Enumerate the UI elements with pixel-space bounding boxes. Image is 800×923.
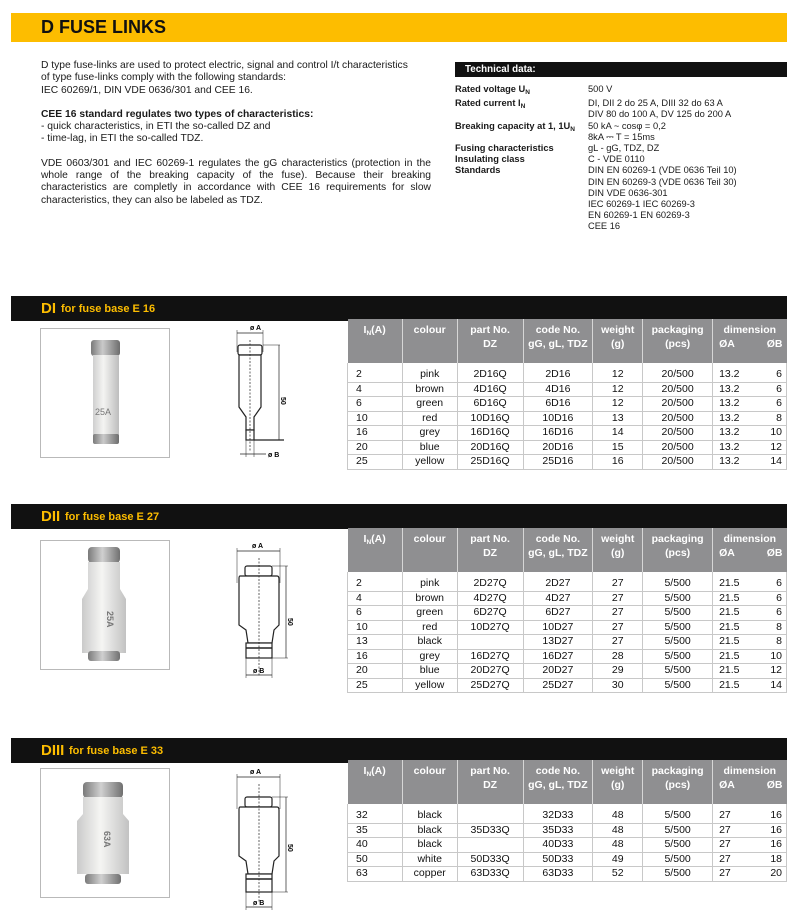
cell-part-no: 25D16Q bbox=[457, 455, 523, 470]
cell-dim-b: 14 bbox=[750, 678, 787, 693]
cell-colour: yellow bbox=[402, 455, 457, 470]
technical-data-value: DIN EN 60269-1 (VDE 0636 Teil 10) bbox=[588, 165, 737, 176]
cell-packaging: 5/500 bbox=[643, 823, 713, 838]
table-row bbox=[348, 678, 787, 693]
header-code-no: code No. gG, gL, TDZ bbox=[523, 319, 593, 363]
cell-rated-current: 10 bbox=[348, 620, 403, 635]
cell-colour: black bbox=[402, 635, 457, 650]
cell-rated-current: 6 bbox=[348, 397, 403, 412]
cell-weight: 15 bbox=[593, 440, 643, 455]
cell-dim-a: 13.2 bbox=[713, 426, 750, 441]
cell-rated-current: 63 bbox=[348, 867, 403, 882]
cell-weight: 12 bbox=[593, 382, 643, 397]
table-row bbox=[348, 591, 787, 606]
table-row bbox=[348, 411, 787, 426]
cell-packaging: 5/500 bbox=[643, 678, 713, 693]
cell-dim-a: 21.5 bbox=[713, 572, 750, 591]
cell-part-no: 20D27Q bbox=[457, 664, 523, 679]
cell-dim-b: 10 bbox=[750, 649, 787, 664]
cell-part-no: 6D16Q bbox=[457, 397, 523, 412]
cell-packaging: 20/500 bbox=[643, 397, 713, 412]
technical-data-value: DIN EN 60269-3 (VDE 0636 Teil 30) bbox=[588, 176, 737, 187]
header-colour: colour bbox=[402, 528, 457, 572]
spec-table bbox=[347, 528, 787, 693]
cell-code-no: 16D16 bbox=[523, 426, 593, 441]
cell-colour: white bbox=[402, 852, 457, 867]
cell-packaging: 5/500 bbox=[643, 620, 713, 635]
technical-data-row bbox=[455, 165, 787, 232]
table-header-row bbox=[348, 319, 787, 363]
label-text: Breaking capacity at 1, 1U bbox=[455, 120, 571, 131]
header-packaging: packaging (pcs) bbox=[643, 319, 713, 363]
technical-data-values bbox=[588, 143, 787, 154]
technical-data-values bbox=[588, 154, 787, 165]
cell-part-no: 10D16Q bbox=[457, 411, 523, 426]
cell-weight: 27 bbox=[593, 606, 643, 621]
cell-part-no: 50D33Q bbox=[457, 852, 523, 867]
intro-paragraph-3: VDE 0603/301 and IEC 60269-1 regulates the gG characteristics (protection in the whole range of the breaking capacity of the fuse). Because their breaking characteristics are completly in accordance with CEE 16 requirements for slow characteristics, they can also be labeled as TDZ. bbox=[41, 157, 431, 206]
section-header bbox=[11, 296, 787, 321]
header-rated-current: $I_N(A)$ bbox=[348, 760, 403, 804]
cell-part-no: 63D33Q bbox=[457, 867, 523, 882]
cell-part-no: 16D27Q bbox=[457, 649, 523, 664]
cell-code-no: 4D27 bbox=[523, 591, 593, 606]
cell-packaging: 20/500 bbox=[643, 363, 713, 382]
cell-colour: brown bbox=[402, 591, 457, 606]
height-label: 50 bbox=[279, 397, 286, 405]
cell-code-no: 10D16 bbox=[523, 411, 593, 426]
cell-dim-a: 13.2 bbox=[713, 382, 750, 397]
cell-rated-current: 10 bbox=[348, 411, 403, 426]
cell-dim-a: 27 bbox=[713, 838, 750, 853]
technical-data-value: DIV 80 do 100 A, DV 125 do 200 A bbox=[588, 109, 732, 120]
fuse-rating-print: 25A bbox=[95, 407, 112, 417]
cell-weight: 14 bbox=[593, 426, 643, 441]
cell-weight: 12 bbox=[593, 363, 643, 382]
dimension-drawing bbox=[220, 764, 293, 919]
header-dimension: dimension ØA ØB bbox=[713, 528, 787, 572]
cell-part-no bbox=[457, 804, 523, 823]
cell-rated-current: 6 bbox=[348, 606, 403, 621]
cell-colour: blue bbox=[402, 664, 457, 679]
intro-paragraph-2 bbox=[41, 109, 431, 146]
spec-table bbox=[347, 760, 787, 882]
technical-data-values bbox=[588, 84, 787, 98]
cell-colour: green bbox=[402, 606, 457, 621]
cell-part-no: 16D16Q bbox=[457, 426, 523, 441]
table-row bbox=[348, 649, 787, 664]
cell-code-no: 16D27 bbox=[523, 649, 593, 664]
table-row bbox=[348, 635, 787, 650]
header-code-no: code No. gG, gL, TDZ bbox=[523, 760, 593, 804]
diameter-b-label: ø B bbox=[253, 668, 265, 675]
cell-dim-a: 13.2 bbox=[713, 397, 750, 412]
cell-code-no: 25D27 bbox=[523, 678, 593, 693]
section-subtitle: for fuse base E 33 bbox=[69, 745, 164, 757]
label-subscript: N bbox=[520, 103, 526, 111]
cell-part-no: 2D27Q bbox=[457, 572, 523, 591]
cell-rated-current: 4 bbox=[348, 591, 403, 606]
cell-code-no: 6D16 bbox=[523, 397, 593, 412]
technical-data-row bbox=[455, 98, 787, 120]
cell-dim-a: 21.5 bbox=[713, 635, 750, 650]
cell-part-no bbox=[457, 635, 523, 650]
technical-data-values bbox=[588, 98, 787, 120]
cell-dim-a: 27 bbox=[713, 804, 750, 823]
header-part-no: part No. DZ bbox=[457, 528, 523, 572]
cell-part-no: 10D27Q bbox=[457, 620, 523, 635]
cell-packaging: 20/500 bbox=[643, 411, 713, 426]
header-part-no: part No. DZ bbox=[457, 319, 523, 363]
cell-dim-a: 21.5 bbox=[713, 606, 750, 621]
cell-rated-current: 20 bbox=[348, 664, 403, 679]
cell-code-no: 20D16 bbox=[523, 440, 593, 455]
cell-dim-a: 21.5 bbox=[713, 678, 750, 693]
cell-rated-current: 50 bbox=[348, 852, 403, 867]
cell-dim-b: 12 bbox=[750, 664, 787, 679]
cell-rated-current: 25 bbox=[348, 455, 403, 470]
cell-colour: blue bbox=[402, 440, 457, 455]
technical-data-header: Technical data: bbox=[455, 62, 787, 77]
header-dimension: dimension ØA ØB bbox=[713, 760, 787, 804]
cell-weight: 27 bbox=[593, 591, 643, 606]
cell-code-no: 2D27 bbox=[523, 572, 593, 591]
cell-dim-a: 13.2 bbox=[713, 363, 750, 382]
technical-data-row bbox=[455, 84, 787, 98]
technical-data-value: 500 V bbox=[588, 84, 613, 94]
cell-colour: pink bbox=[402, 572, 457, 591]
section-type: DII bbox=[41, 508, 61, 525]
cell-packaging: 20/500 bbox=[643, 455, 713, 470]
cell-dim-b: 6 bbox=[750, 606, 787, 621]
cell-weight: 13 bbox=[593, 411, 643, 426]
cell-packaging: 5/500 bbox=[643, 572, 713, 591]
intro-line: of type fuse-links comply with the following standards: bbox=[41, 72, 286, 84]
cell-colour: grey bbox=[402, 426, 457, 441]
fuse-rating-print: 25A bbox=[105, 611, 115, 628]
technical-data-value: C - VDE 0110 bbox=[588, 154, 645, 165]
diameter-a-label: ø A bbox=[252, 543, 264, 550]
technical-data-label bbox=[455, 154, 588, 165]
technical-data-rows bbox=[455, 84, 787, 233]
table-row bbox=[348, 606, 787, 621]
cell-weight: 27 bbox=[593, 620, 643, 635]
intro-line: - time-lag, in ETI the so-called TDZ. bbox=[41, 133, 204, 145]
cell-dim-b: 12 bbox=[750, 440, 787, 455]
cell-code-no: 50D33 bbox=[523, 852, 593, 867]
cell-part-no: 4D16Q bbox=[457, 382, 523, 397]
cell-part-no bbox=[457, 838, 523, 853]
height-label: 50 bbox=[286, 844, 293, 852]
cell-weight: 29 bbox=[593, 664, 643, 679]
cell-weight: 49 bbox=[593, 852, 643, 867]
technical-data-value: 50 kA ~ cosφ = 0,2 bbox=[588, 120, 666, 131]
technical-data-label bbox=[455, 165, 588, 232]
table-row bbox=[348, 620, 787, 635]
table-row bbox=[348, 572, 787, 591]
cell-dim-b: 6 bbox=[750, 363, 787, 382]
cell-packaging: 5/500 bbox=[643, 591, 713, 606]
cell-weight: 48 bbox=[593, 823, 643, 838]
cell-packaging: 5/500 bbox=[643, 664, 713, 679]
label-text: Rated current I bbox=[455, 98, 521, 109]
cell-rated-current: 2 bbox=[348, 572, 403, 591]
technical-data-label bbox=[455, 121, 588, 143]
intro-paragraph-1 bbox=[41, 60, 431, 97]
cell-colour: black bbox=[402, 838, 457, 853]
technical-data-value: DI, DII 2 do 25 A, DIII 32 do 63 A bbox=[588, 98, 723, 109]
cell-code-no: 25D16 bbox=[523, 455, 593, 470]
cell-colour: red bbox=[402, 620, 457, 635]
cell-dim-b: 16 bbox=[750, 804, 787, 823]
table-header-row bbox=[348, 760, 787, 804]
fuse-rating-print: 63A bbox=[102, 831, 112, 848]
cell-dim-b: 8 bbox=[750, 411, 787, 426]
page-title: D FUSE LINKS bbox=[41, 17, 167, 37]
cell-rated-current: 40 bbox=[348, 838, 403, 853]
technical-data-value: EN 60269-1 EN 60269-3 bbox=[588, 210, 690, 221]
cell-colour: red bbox=[402, 411, 457, 426]
table-row bbox=[348, 823, 787, 838]
cell-dim-b: 8 bbox=[750, 620, 787, 635]
table-row bbox=[348, 426, 787, 441]
cell-dim-b: 18 bbox=[750, 852, 787, 867]
section-subtitle: for fuse base E 27 bbox=[65, 511, 160, 523]
cell-dim-b: 6 bbox=[750, 591, 787, 606]
cell-rated-current: 35 bbox=[348, 823, 403, 838]
technical-data-value: DIN VDE 0636-301 bbox=[588, 187, 668, 198]
cell-dim-a: 13.2 bbox=[713, 440, 750, 455]
cell-dim-b: 6 bbox=[750, 382, 787, 397]
cell-colour: brown bbox=[402, 382, 457, 397]
cell-dim-a: 27 bbox=[713, 867, 750, 882]
intro-text bbox=[41, 60, 431, 219]
cell-dim-a: 27 bbox=[713, 852, 750, 867]
cell-dim-a: 21.5 bbox=[713, 649, 750, 664]
cell-part-no: 4D27Q bbox=[457, 591, 523, 606]
cell-code-no: 35D33 bbox=[523, 823, 593, 838]
height-label: 50 bbox=[286, 618, 293, 626]
table-row bbox=[348, 867, 787, 882]
cell-dim-b: 16 bbox=[750, 838, 787, 853]
cell-code-no: 6D27 bbox=[523, 606, 593, 621]
label-text: Fusing characteristics bbox=[455, 143, 554, 154]
technical-data-value: 8kA ⎓ T = 15ms bbox=[588, 131, 655, 142]
section-type: DIII bbox=[41, 742, 65, 759]
cell-weight: 28 bbox=[593, 649, 643, 664]
cell-dim-a: 13.2 bbox=[713, 455, 750, 470]
diameter-a-label: ø A bbox=[250, 769, 262, 776]
cell-packaging: 5/500 bbox=[643, 867, 713, 882]
cell-rated-current: 4 bbox=[348, 382, 403, 397]
technical-data-panel bbox=[455, 62, 787, 233]
header-colour: colour bbox=[402, 319, 457, 363]
cell-code-no: 2D16 bbox=[523, 363, 593, 382]
cell-colour: black bbox=[402, 823, 457, 838]
cell-packaging: 5/500 bbox=[643, 635, 713, 650]
cell-rated-current: 2 bbox=[348, 363, 403, 382]
table-header-row bbox=[348, 528, 787, 572]
header-part-no: part No. DZ bbox=[457, 760, 523, 804]
header-weight: weight (g) bbox=[593, 760, 643, 804]
cell-packaging: 20/500 bbox=[643, 382, 713, 397]
cell-weight: 48 bbox=[593, 804, 643, 823]
cell-weight: 52 bbox=[593, 867, 643, 882]
technical-data-values bbox=[588, 165, 787, 232]
cell-dim-b: 10 bbox=[750, 426, 787, 441]
page-title-bar bbox=[11, 13, 787, 42]
table-row bbox=[348, 804, 787, 823]
label-text: Rated voltage U bbox=[455, 84, 526, 94]
header-weight: weight (g) bbox=[593, 319, 643, 363]
cell-dim-a: 21.5 bbox=[713, 664, 750, 679]
technical-data-value: CEE 16 bbox=[588, 221, 621, 232]
cell-packaging: 20/500 bbox=[643, 426, 713, 441]
header-dimension: dimension ØA ØB bbox=[713, 319, 787, 363]
spec-table bbox=[347, 319, 787, 470]
cell-code-no: 32D33 bbox=[523, 804, 593, 823]
cell-dim-b: 8 bbox=[750, 635, 787, 650]
cell-code-no: 4D16 bbox=[523, 382, 593, 397]
technical-data-values bbox=[588, 121, 787, 143]
intro-line: IEC 60269/1, DIN VDE 0636/301 and CEE 16. bbox=[41, 84, 253, 96]
cell-dim-b: 6 bbox=[750, 572, 787, 591]
product-photo bbox=[40, 768, 170, 898]
cell-packaging: 5/500 bbox=[643, 649, 713, 664]
cell-weight: 16 bbox=[593, 455, 643, 470]
cell-packaging: 5/500 bbox=[643, 852, 713, 867]
technical-data-row bbox=[455, 143, 787, 154]
cell-colour: black bbox=[402, 804, 457, 823]
table-row bbox=[348, 455, 787, 470]
header-colour: colour bbox=[402, 760, 457, 804]
product-photo bbox=[40, 328, 170, 458]
cell-part-no: 25D27Q bbox=[457, 678, 523, 693]
table-row bbox=[348, 838, 787, 853]
cell-dim-b: 20 bbox=[750, 867, 787, 882]
table-row bbox=[348, 382, 787, 397]
label-subscript: N bbox=[525, 89, 530, 96]
cell-dim-a: 27 bbox=[713, 823, 750, 838]
cell-colour: yellow bbox=[402, 678, 457, 693]
header-packaging: packaging (pcs) bbox=[643, 760, 713, 804]
technical-data-label bbox=[455, 143, 588, 154]
table-row bbox=[348, 440, 787, 455]
diameter-b-label: ø B bbox=[268, 452, 280, 459]
label-text: Standards bbox=[455, 165, 501, 176]
table-row bbox=[348, 852, 787, 867]
intro-heading: CEE 16 standard regulates two types of characteristics: bbox=[41, 108, 314, 120]
cell-rated-current: 13 bbox=[348, 635, 403, 650]
dimension-drawing bbox=[220, 322, 290, 477]
cell-dim-a: 21.5 bbox=[713, 620, 750, 635]
cell-packaging: 5/500 bbox=[643, 606, 713, 621]
product-photo bbox=[40, 540, 170, 670]
technical-data-label bbox=[455, 84, 588, 98]
cell-part-no: 6D27Q bbox=[457, 606, 523, 621]
technical-data-value: gL - gG, TDZ, DZ bbox=[588, 143, 660, 154]
label-text: Insulating class bbox=[455, 154, 525, 165]
section-subtitle: for fuse base E 16 bbox=[61, 303, 156, 315]
table-row bbox=[348, 397, 787, 412]
cell-dim-b: 6 bbox=[750, 397, 787, 412]
cell-code-no: 63D33 bbox=[523, 867, 593, 882]
cell-rated-current: 25 bbox=[348, 678, 403, 693]
header-rated-current: $I_N(A)$ bbox=[348, 528, 403, 572]
header-code-no: code No. gG, gL, TDZ bbox=[523, 528, 593, 572]
table-row bbox=[348, 363, 787, 382]
technical-data-row bbox=[455, 154, 787, 165]
header-rated-current: $I_N(A)$ bbox=[348, 319, 403, 363]
cell-colour: green bbox=[402, 397, 457, 412]
cell-colour: grey bbox=[402, 649, 457, 664]
diameter-a-label: ø A bbox=[250, 325, 262, 332]
technical-data-row bbox=[455, 121, 787, 143]
cell-weight: 27 bbox=[593, 572, 643, 591]
cell-rated-current: 20 bbox=[348, 440, 403, 455]
cell-rated-current: 32 bbox=[348, 804, 403, 823]
intro-line: D type fuse-links are used to protect electric, signal and control I/t characteristics bbox=[41, 60, 408, 71]
technical-data-value: IEC 60269-1 IEC 60269-3 bbox=[588, 199, 695, 210]
cell-colour: pink bbox=[402, 363, 457, 382]
section-type: DI bbox=[41, 300, 56, 317]
cell-part-no: 2D16Q bbox=[457, 363, 523, 382]
cell-code-no: 10D27 bbox=[523, 620, 593, 635]
cell-packaging: 5/500 bbox=[643, 804, 713, 823]
cell-rated-current: 16 bbox=[348, 426, 403, 441]
cell-dim-b: 16 bbox=[750, 823, 787, 838]
cell-code-no: 13D27 bbox=[523, 635, 593, 650]
cell-rated-current: 16 bbox=[348, 649, 403, 664]
diameter-b-label: ø B bbox=[253, 900, 265, 907]
cell-packaging: 20/500 bbox=[643, 440, 713, 455]
cell-weight: 48 bbox=[593, 838, 643, 853]
cell-dim-a: 13.2 bbox=[713, 411, 750, 426]
table-row bbox=[348, 664, 787, 679]
cell-part-no: 20D16Q bbox=[457, 440, 523, 455]
intro-line: - quick characteristics, in ETI the so-called DZ and bbox=[41, 121, 271, 133]
technical-data-label bbox=[455, 98, 588, 120]
cell-weight: 30 bbox=[593, 678, 643, 693]
header-weight: weight (g) bbox=[593, 528, 643, 572]
cell-colour: copper bbox=[402, 867, 457, 882]
cell-dim-b: 14 bbox=[750, 455, 787, 470]
cell-packaging: 5/500 bbox=[643, 838, 713, 853]
label-subscript: N bbox=[570, 125, 575, 133]
cell-code-no: 20D27 bbox=[523, 664, 593, 679]
dimension-drawing bbox=[220, 538, 293, 693]
cell-weight: 12 bbox=[593, 397, 643, 412]
cell-code-no: 40D33 bbox=[523, 838, 593, 853]
section-header bbox=[11, 504, 787, 529]
cell-part-no: 35D33Q bbox=[457, 823, 523, 838]
cell-weight: 27 bbox=[593, 635, 643, 650]
cell-dim-a: 21.5 bbox=[713, 591, 750, 606]
header-packaging: packaging (pcs) bbox=[643, 528, 713, 572]
